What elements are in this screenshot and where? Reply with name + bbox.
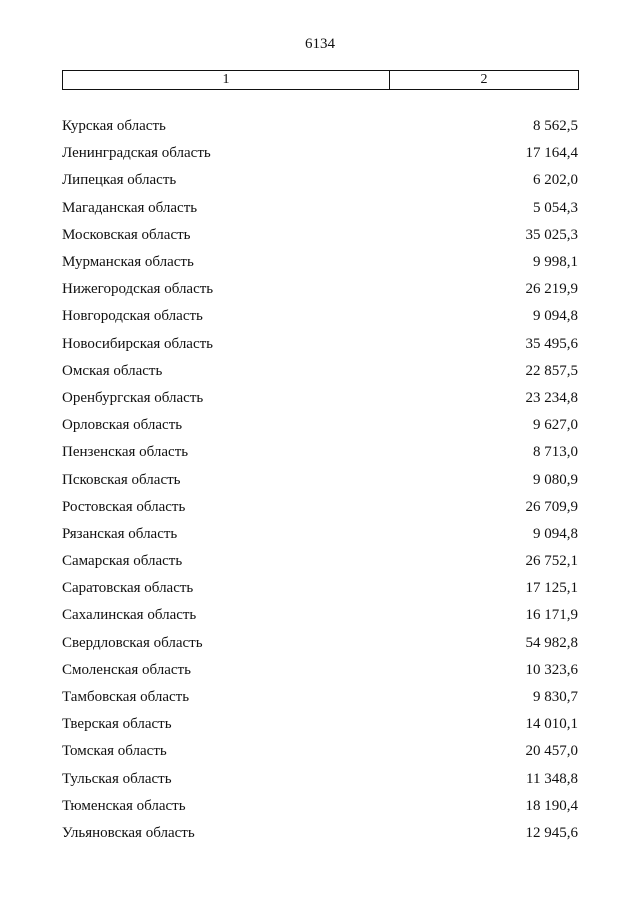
region-value: 23 234,8 [525, 389, 578, 406]
table-row [62, 113, 578, 140]
region-name: Нижегородская область [62, 281, 214, 298]
region-value: 9 998,1 [533, 254, 578, 271]
region-value: 26 709,9 [525, 498, 578, 515]
table-row [62, 412, 578, 439]
region-value: 11 348,8 [526, 770, 578, 787]
table-row [62, 331, 578, 358]
region-value: 35 495,6 [525, 335, 578, 352]
region-value: 12 945,6 [525, 824, 578, 841]
region-name: Московская область [62, 226, 191, 243]
region-name: Тульская область [62, 770, 172, 787]
region-value: 9 094,8 [533, 308, 578, 325]
region-value: 17 164,4 [525, 145, 578, 162]
table-row [62, 249, 578, 276]
table-row [62, 602, 578, 629]
region-name: Самарская область [62, 553, 183, 570]
table-row [62, 684, 578, 711]
region-name: Тамбовская область [62, 689, 190, 706]
region-name: Магаданская область [62, 199, 198, 216]
table-row [62, 439, 578, 466]
table-header [62, 70, 579, 90]
region-name: Новосибирская область [62, 335, 214, 352]
region-value: 14 010,1 [525, 716, 578, 733]
region-name: Тверская область [62, 716, 172, 733]
region-name: Ростовская область [62, 498, 186, 515]
region-name: Новгородская область [62, 308, 203, 325]
table-row [62, 575, 578, 602]
region-name: Псковская область [62, 471, 181, 488]
region-value: 5 054,3 [533, 199, 578, 216]
region-value: 26 219,9 [525, 281, 578, 298]
region-value: 54 982,8 [525, 634, 578, 651]
region-name: Смоленская область [62, 661, 191, 678]
header-column-2: 2 [480, 72, 488, 87]
region-name: Саратовская область [62, 580, 194, 597]
region-name: Ленинградская область [62, 145, 211, 162]
table-row [62, 167, 578, 194]
region-value: 16 171,9 [525, 607, 578, 624]
region-value: 17 125,1 [525, 580, 578, 597]
table-row [62, 195, 578, 222]
region-name: Орловская область [62, 417, 183, 434]
region-name: Пензенская область [62, 444, 189, 461]
region-value: 35 025,3 [525, 226, 578, 243]
region-value: 18 190,4 [525, 797, 578, 814]
table-row [62, 222, 578, 249]
header-column-1: 1 [63, 71, 390, 89]
region-value: 9 830,7 [533, 689, 578, 706]
table-row [62, 793, 578, 820]
region-value: 20 457,0 [525, 743, 578, 760]
region-name: Рязанская область [62, 525, 178, 542]
table-row [62, 630, 578, 657]
table-row [62, 358, 578, 385]
region-value: 26 752,1 [525, 553, 578, 570]
table-row [62, 385, 578, 412]
region-name: Сахалинская область [62, 607, 197, 624]
region-value: 6 202,0 [533, 172, 578, 189]
region-name: Ульяновская область [62, 824, 195, 841]
region-name: Свердловская область [62, 634, 203, 651]
table-row [62, 466, 578, 493]
table-row [62, 548, 578, 575]
region-name: Мурманская область [62, 254, 194, 271]
region-name: Курская область [62, 118, 166, 135]
table-row [62, 657, 578, 684]
table-row [62, 276, 578, 303]
region-value: 22 857,5 [525, 362, 578, 379]
region-name: Тюменская область [62, 797, 186, 814]
region-name: Липецкая область [62, 172, 177, 189]
region-value: 8 562,5 [533, 118, 578, 135]
region-name: Оренбургская область [62, 389, 204, 406]
table-row [62, 820, 578, 847]
table-row [62, 711, 578, 738]
table-row [62, 521, 578, 548]
region-value: 10 323,6 [525, 661, 578, 678]
region-list [62, 113, 578, 847]
table-row [62, 140, 578, 167]
region-value: 8 713,0 [533, 444, 578, 461]
table-row [62, 494, 578, 521]
region-name: Омская область [62, 362, 163, 379]
table-row [62, 738, 578, 765]
page-number: 6134 [305, 36, 335, 52]
table-row [62, 766, 578, 793]
region-value: 9 080,9 [533, 471, 578, 488]
table-row [62, 303, 578, 330]
region-value: 9 627,0 [533, 417, 578, 434]
region-value: 9 094,8 [533, 525, 578, 542]
region-name: Томская область [62, 743, 167, 760]
